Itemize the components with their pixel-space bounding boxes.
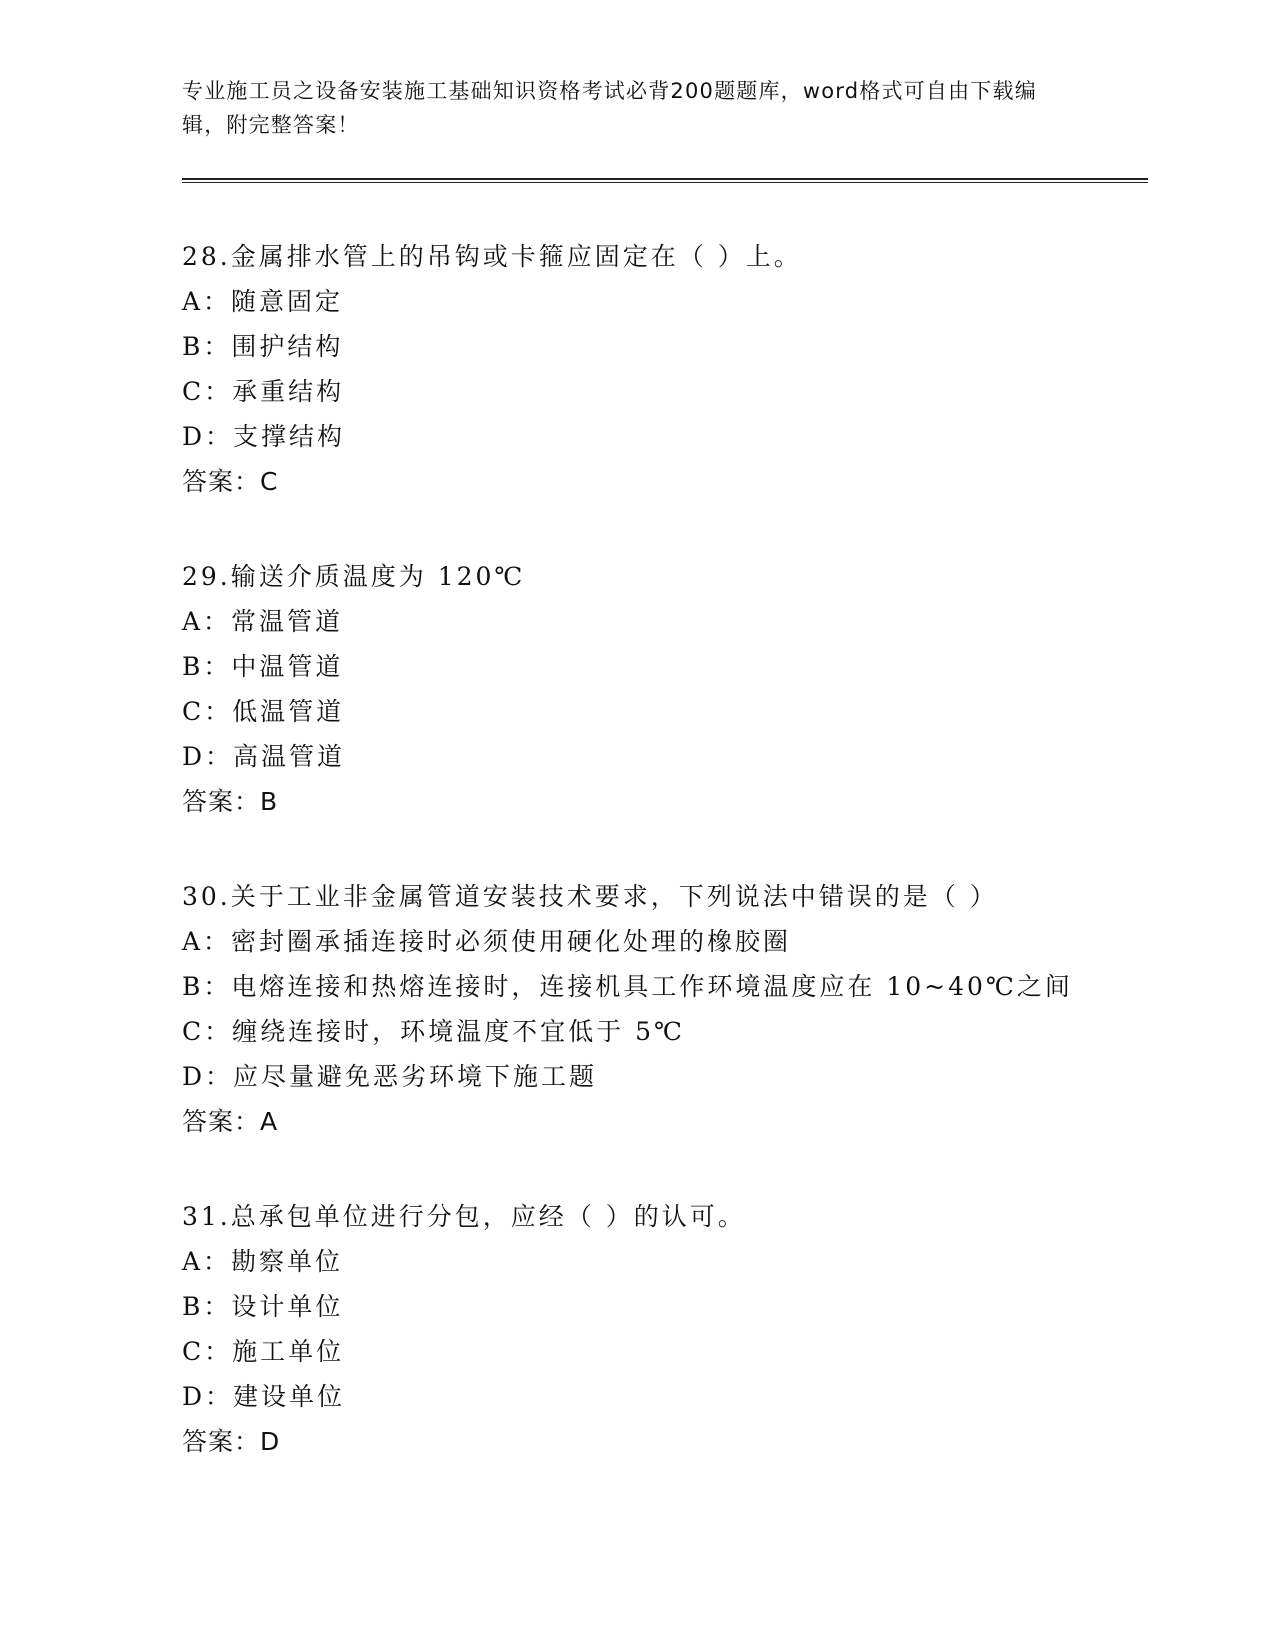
option-d: D：建设单位 — [182, 1382, 346, 1411]
option-a: A：随意固定 — [182, 287, 344, 316]
option-d: D：高温管道 — [182, 742, 346, 771]
option-b: B：中温管道 — [182, 652, 344, 681]
question-29 — [182, 554, 1182, 824]
document-header: 专业施工员之设备安装施工基础知识资格考试必背200题题库，word格式可自由下载编辑，附完整答案！ — [182, 79, 1037, 137]
question-stem: 28.金属排水管上的吊钩或卡箍应固定在（ ）上。 — [182, 242, 802, 271]
question-31 — [182, 1194, 1182, 1464]
option-b: B：电熔连接和热熔连接时，连接机具工作环境温度应在 10~40℃之间 — [182, 972, 1073, 1001]
option-a: A：常温管道 — [182, 607, 344, 636]
option-c: C：施工单位 — [182, 1337, 345, 1366]
header-divider-thin — [182, 182, 1148, 183]
answer-label: 答案：B — [182, 787, 279, 816]
option-d: D：应尽量避免恶劣环境下施工题 — [182, 1062, 598, 1091]
answer-label: 答案：D — [182, 1427, 281, 1456]
option-d: D：支撑结构 — [182, 422, 346, 451]
question-stem: 31.总承包单位进行分包，应经（ ）的认可。 — [182, 1202, 746, 1231]
option-b: B：围护结构 — [182, 332, 344, 361]
question-stem: 30.关于工业非金属管道安装技术要求，下列说法中错误的是（ ） — [182, 882, 998, 911]
question-stem: 29.输送介质温度为 120℃ — [182, 562, 526, 591]
option-c: C：低温管道 — [182, 697, 345, 726]
option-b: B：设计单位 — [182, 1292, 344, 1321]
option-a: A：勘察单位 — [182, 1247, 344, 1276]
option-c: C：缠绕连接时，环境温度不宜低于 5℃ — [182, 1017, 685, 1046]
option-a: A：密封圈承插连接时必须使用硬化处理的橡胶圈 — [182, 927, 792, 956]
question-30 — [182, 874, 1182, 1144]
option-c: C：承重结构 — [182, 377, 345, 406]
question-28 — [182, 234, 1182, 504]
answer-label: 答案：A — [182, 1107, 279, 1136]
answer-label: 答案：C — [182, 467, 279, 496]
header-divider — [182, 178, 1148, 180]
